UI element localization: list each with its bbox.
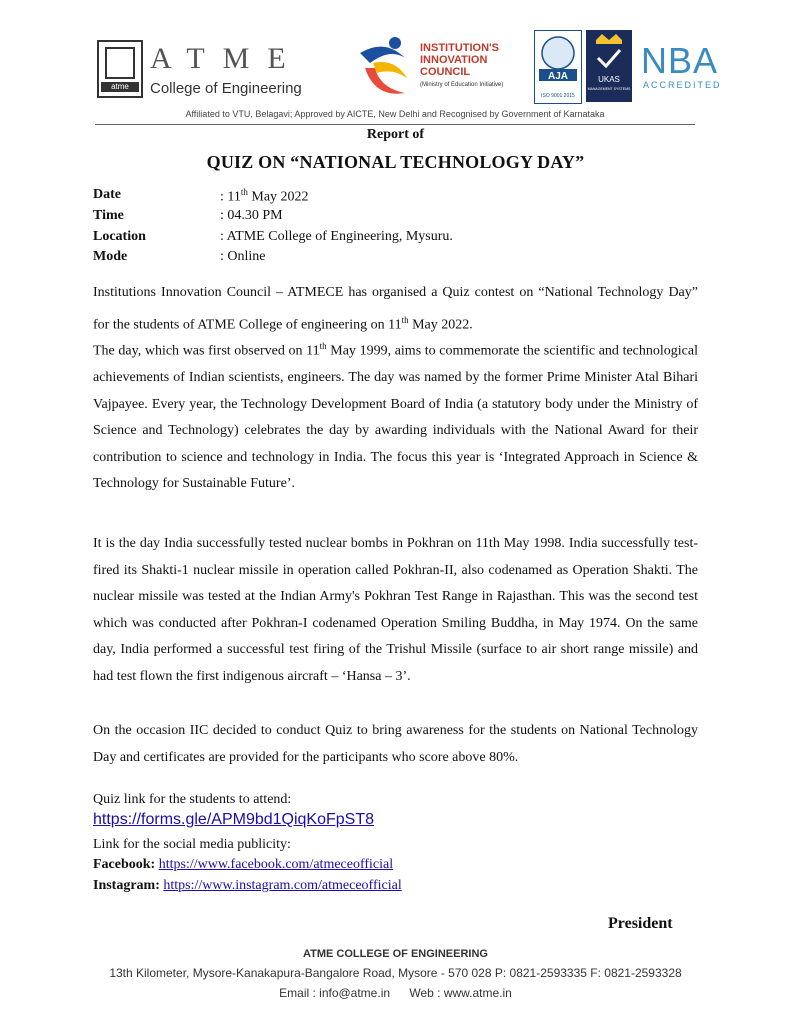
- footer-contact: [0, 986, 791, 1000]
- college-name: College of Engineering: [150, 80, 302, 97]
- affiliation-line: Affiliated to VTU, Belagavi; Approved by AICTE, New Delhi and Recognised by Government of Karnataka: [185, 109, 605, 119]
- ukas-sub: MANAGEMENT SYSTEMS: [587, 87, 631, 91]
- footer-college: ATME COLLEGE OF ENGINEERING: [303, 948, 488, 960]
- meta-key: Date: [93, 187, 121, 202]
- iic-title: [420, 42, 499, 78]
- nba-logo-text: NBA: [641, 40, 719, 81]
- quiz-link[interactable]: https://forms.gle/APM9bd1QiqKoFpST8: [93, 811, 375, 828]
- ukas-certification-badge: [586, 30, 632, 102]
- meta-value: : ATME College of Engineering, Mysuru.: [220, 229, 453, 244]
- facebook-line: [93, 857, 393, 873]
- quiz-link-label: Quiz link for the students to attend:: [93, 792, 292, 807]
- aja-label: AJA: [547, 71, 569, 82]
- paragraph-pokhran: It is the day India successfully tested nuclear bombs in Pokhran on 11th May 1998. India successfully test-fired its Shakti-1 nuclear missile in operation called Pokhran-II, also codenamed as Operation Shakti. The nuclear missile was tested at the Indian Army's Pokhran Test Range in Rajasthan. This was the second test which was conducted after Pokhran-I codenamed Operation Smiling Buddha, in May 1974. On the same day, India performed a successful test firing of the Trishul Missile (surface to air short range missile) and had test flown the first indigenous aircraft – ‘Hansa – 3’.: [93, 536, 698, 684]
- brand-word: ATME: [150, 42, 304, 75]
- nba-accredited: ACCREDITED: [643, 80, 722, 90]
- meta-value: : 11th May 2022: [220, 187, 309, 205]
- meta-value: : 04.30 PM: [220, 208, 283, 223]
- footer-address: 13th Kilometer, Mysore-Kanakapura-Bangalore Road, Mysore - 570 028 P: 0821-2593335 F: 0821-2593328: [109, 966, 682, 980]
- report-title: QUIZ ON “NATIONAL TECHNOLOGY DAY”: [206, 152, 585, 172]
- header-divider: [95, 124, 695, 125]
- iic-logo-icon: [355, 33, 415, 103]
- paragraph-occasion: On the occasion IIC decided to conduct Quiz to bring awareness for the students on National Technology Day and certificates are provided for the participants who score above 80%.: [93, 723, 698, 765]
- ukas-label: UKAS: [598, 75, 620, 84]
- ukas-crown-check-icon: [586, 30, 632, 102]
- report-of-label: Report of: [366, 127, 425, 142]
- paragraph-intro: Institutions Innovation Council – ATMECE has organised a Quiz contest on “National Technology Day” for the students of ATME College of engineering on 11th May 2022.: [93, 285, 698, 333]
- signature-title: President: [608, 915, 673, 932]
- atme-logo-frame: [105, 47, 135, 79]
- meta-key: Time: [93, 208, 124, 223]
- facebook-label: Facebook:: [93, 857, 156, 872]
- iic-subtitle: (Ministry of Education Initiative): [420, 82, 504, 88]
- instagram-label: Instagram:: [93, 878, 160, 893]
- footer-email: Email : info@atme.in: [279, 986, 391, 1000]
- aja-certification-badge: [534, 30, 582, 104]
- atme-logo: [97, 40, 143, 98]
- iic-line1: INSTITUTION'S: [420, 42, 500, 54]
- paragraph-history: The day, which was first observed on 11th May 1999, aims to commemorate the scientific and technological achievements of Indian scientists, engineers. The day was named by the former Prime Minister Atal Bihari Vajpayee. Every year, the Technology Development Board of India (a statutory body under the Ministry of Science and Technology) celebrates the day by awarding individuals with the National Award for their contribution to science and technology in India. The focus this year is ‘Integrated Approach in Science & Technology for Sustainable Future’.: [93, 341, 698, 492]
- meta-value: : Online: [220, 249, 266, 264]
- iic-line2: INNOVATION: [420, 54, 488, 66]
- footer-web: Web : www.atme.in: [409, 986, 512, 1000]
- aja-iso: ISO 9001:2015: [541, 93, 575, 99]
- meta-key: Mode: [93, 249, 128, 264]
- instagram-link[interactable]: https://www.instagram.com/atmeceofficial: [163, 878, 402, 893]
- aja-globe-icon: [535, 31, 581, 103]
- instagram-line: [93, 878, 402, 894]
- social-label: Link for the social media publicity:: [93, 837, 291, 852]
- iic-line3: COUNCIL: [420, 66, 471, 78]
- meta-key: Location: [93, 229, 146, 244]
- atme-logo-tag: atme: [101, 82, 139, 92]
- facebook-link[interactable]: https://www.facebook.com/atmeceofficial: [158, 857, 394, 872]
